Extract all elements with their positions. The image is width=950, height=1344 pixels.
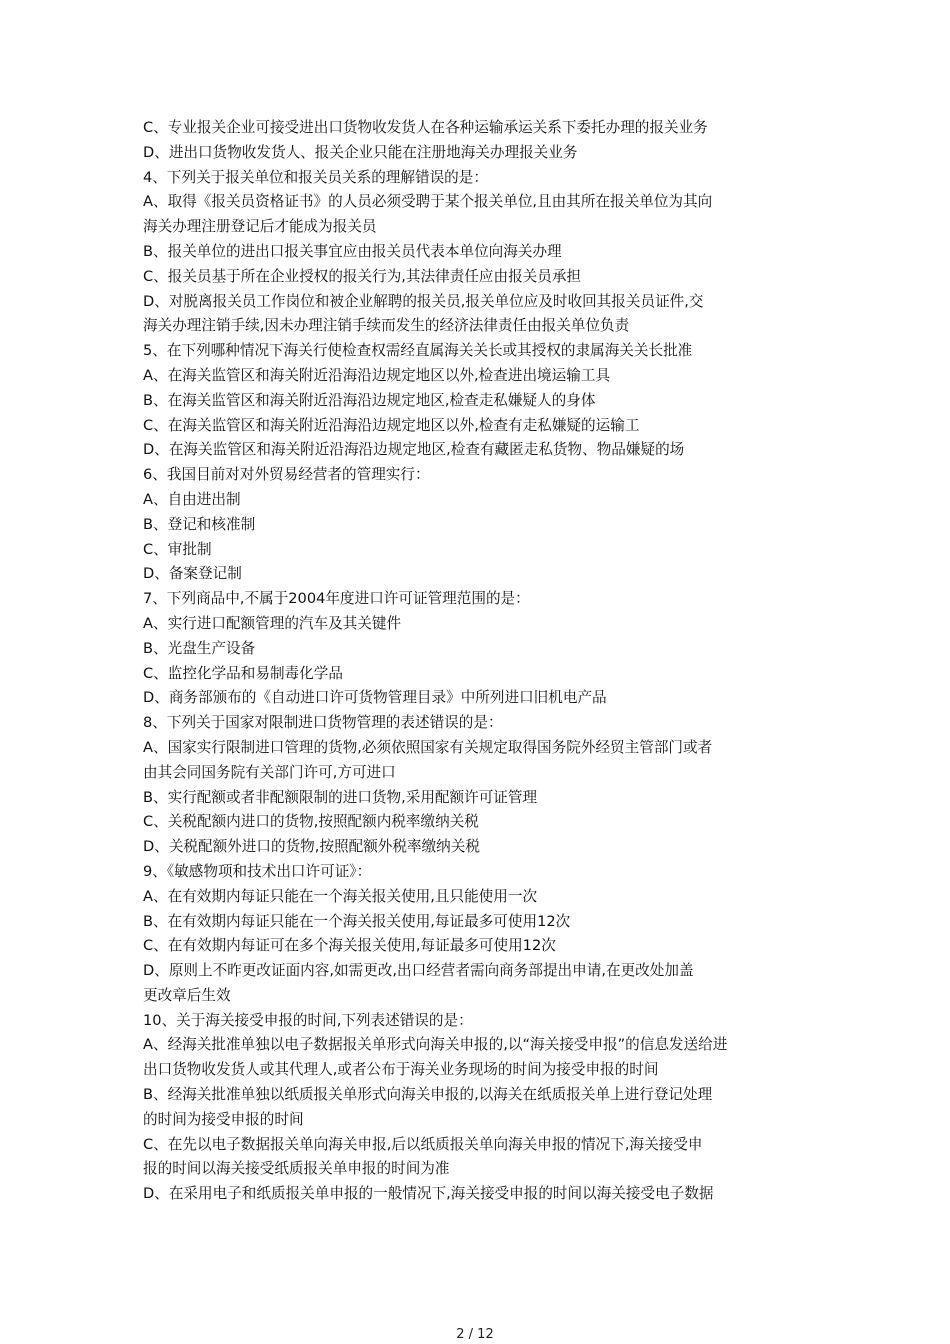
- option-d: D、原则上不昨更改证面内容,如需更改,出口经营者需向商务部提出申请,在更改处加盖: [143, 962, 694, 980]
- text-line: C、专业报关企业可接受进出口货物收发货人在各种运输承运关系下委托办理的报关业务: [143, 119, 708, 136]
- option-c-cont: 报的时间以海关接受纸质报关单申报的时间为准: [143, 1160, 450, 1178]
- option-c: C、审批制: [143, 540, 212, 558]
- option-d: D、对脱离报关员工作岗位和被企业解聘的报关员,报关单位应及时收回其报关员证件,交: [143, 292, 704, 310]
- option-b: B、在海关监管区和海关附近沿海沿边规定地区,检查走私嫌疑人的身体: [143, 391, 596, 409]
- option-d: D、在海关监管区和海关附近沿海沿边规定地区,检查有藏匿走私货物、物品嫌疑的场: [143, 441, 685, 459]
- page-indicator: 2 / 12: [456, 1327, 494, 1342]
- option-c: C、关税配额内进口的货物,按照配额内税率缴纳关税: [143, 813, 479, 831]
- option-a: A、自由进出制: [143, 490, 241, 508]
- option-d: D、商务部颁布的《自动进口许可货物管理目录》中所列进口旧机电产品: [143, 689, 607, 707]
- option-b: B、登记和核准制: [143, 515, 256, 533]
- document-body: [143, 116, 823, 1207]
- option-a: A、在海关监管区和海关附近沿海沿边规定地区以外,检查进出境运输工具: [143, 366, 611, 384]
- option-a: A、经海关批准单独以电子数据报关单形式向海关申报的,以“海关接受申报”的信息发送给进: [143, 1036, 728, 1054]
- option-c: C、监控化学品和易制毒化学品: [143, 664, 343, 682]
- option-d: D、备案登记制: [143, 565, 242, 583]
- option-c: C、在有效期内每证可在多个海关报关使用,每证最多可使用12次: [143, 937, 556, 955]
- option-a-cont: 出口货物收发货人或其代理人,或者公布于海关业务现场的时间为接受申报的时间: [143, 1061, 659, 1079]
- option-d-cont: 更改章后生效: [143, 986, 231, 1004]
- option-a-cont: 由其会同国务院有关部门许可,方可进口: [143, 763, 396, 781]
- option-c: C、在先以电子数据报关单向海关申报,后以纸质报关单向海关申报的情况下,海关接受申: [143, 1135, 703, 1153]
- option-a: A、国家实行限制进口管理的货物,必须依照国家有关规定取得国务院外经贸主管部门或者: [143, 738, 713, 756]
- option-a: A、在有效期内每证只能在一个海关报关使用,且只能使用一次: [143, 887, 538, 905]
- option-a: A、实行进口配额管理的汽车及其关键件: [143, 614, 402, 632]
- option-c: C、报关员基于所在企业授权的报关行为,其法律责任应由报关员承担: [143, 267, 582, 285]
- option-d: D、在采用电子和纸质报关单申报的一般情况下,海关接受申报的时间以海关接受电子数据: [143, 1185, 714, 1203]
- text-line: D、进出口货物收发货人、报关企业只能在注册地海关办理报关业务: [143, 143, 578, 161]
- question-9: 9、《敏感物项和技术出口许可证》：: [143, 862, 372, 880]
- option-a-cont: 海关办理注册登记后才能成为报关员: [143, 218, 377, 236]
- option-d-cont: 海关办理注销手续,因未办理注销手续而发生的经济法律责任由报关单位负责: [143, 317, 630, 335]
- question-8: 8、下列关于国家对限制进口货物管理的表述错误的是：: [143, 714, 503, 732]
- option-c: C、在海关监管区和海关附近沿海沿边规定地区以外,检查有走私嫌疑的运输工: [143, 416, 640, 434]
- option-b: B、实行配额或者非配额限制的进口货物,采用配额许可证管理: [143, 788, 538, 806]
- option-b: B、在有效期内每证只能在一个海关报关使用,每证最多可使用12次: [143, 912, 571, 930]
- option-b: B、报关单位的进出口报关事宜应由报关员代表本单位向海关办理: [143, 242, 562, 260]
- option-b: B、光盘生产设备: [143, 639, 256, 657]
- option-b-cont: 的时间为接受申报的时间: [143, 1110, 304, 1128]
- question-6: 6、我国目前对对外贸易经营者的管理实行：: [143, 466, 430, 484]
- question-7: 7、下列商品中,不属于2004年度进口许可证管理范围的是：: [143, 590, 530, 608]
- question-10: 10、关于海关接受申报的时间,下列表述错误的是：: [143, 1011, 473, 1029]
- option-d: D、关税配额外进口的货物,按照配额外税率缴纳关税: [143, 838, 480, 856]
- option-a: A、取得《报关员资格证书》的人员必须受聘于某个报关单位,且由其所在报关单位为其向: [143, 193, 713, 211]
- option-b: B、经海关批准单独以纸质报关单形式向海关申报的,以海关在纸质报关单上进行登记处理: [143, 1086, 713, 1104]
- question-5: 5、在下列哪种情况下海关行使检查权需经直属海关关长或其授权的隶属海关关长批准: [143, 342, 693, 360]
- question-4: 4、下列关于报关单位和报关员关系的理解错误的是：: [143, 168, 488, 186]
